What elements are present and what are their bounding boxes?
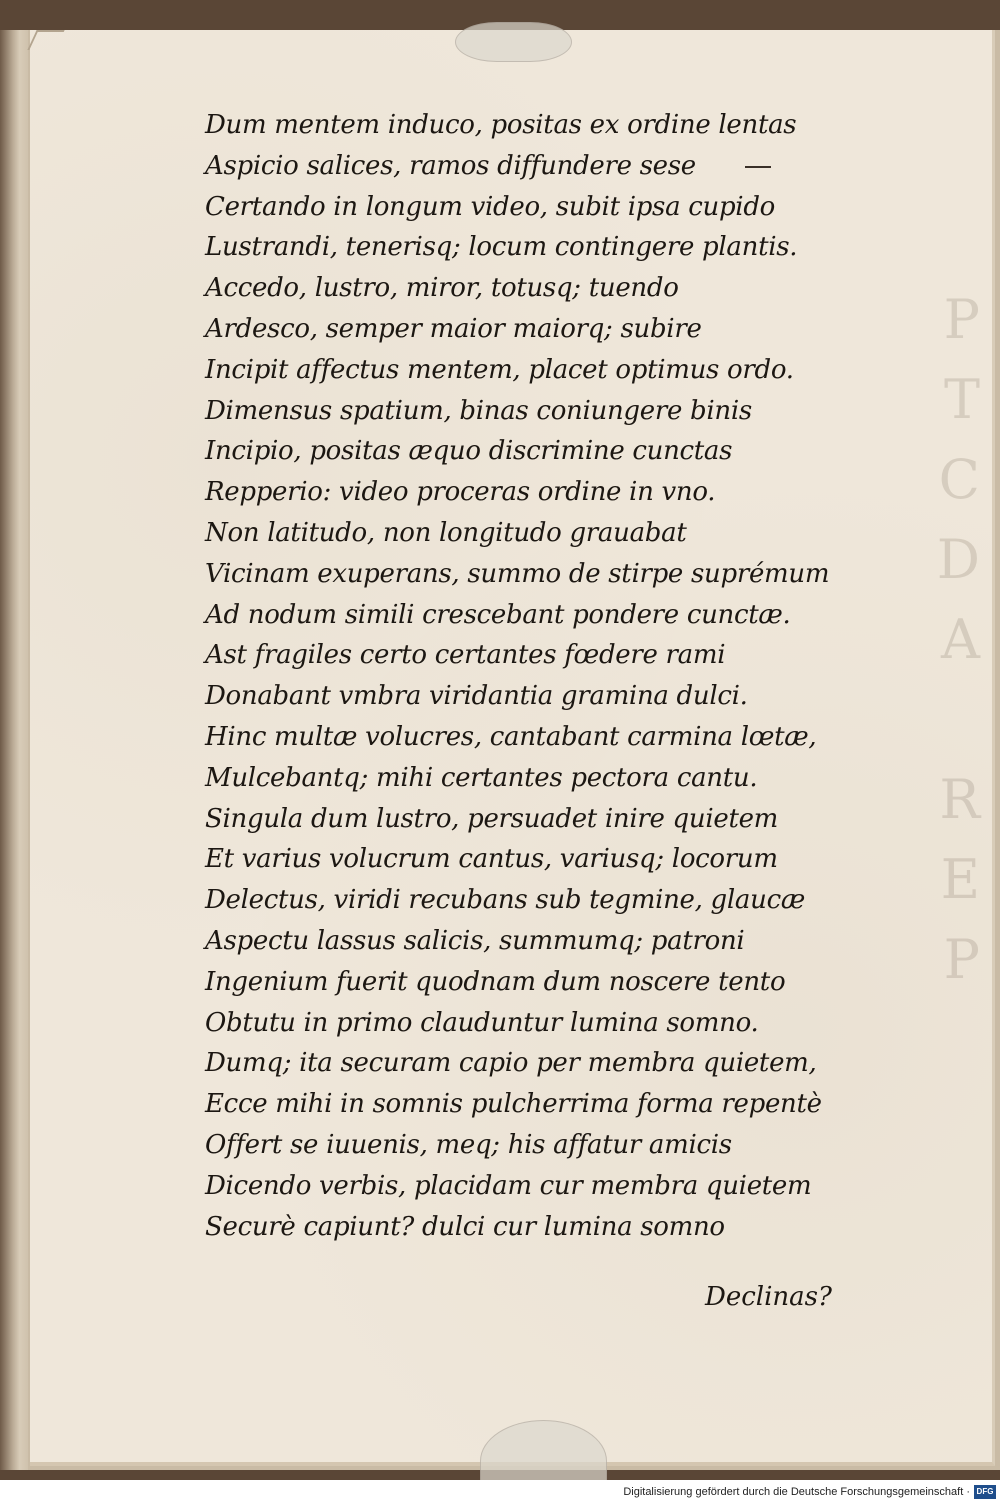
poem-text bbox=[205, 105, 845, 1247]
verse-line: Ardesco, semper maior maiorq; subire bbox=[205, 313, 702, 344]
verse-line: Lustrandi, tenerisq; locum contingere plantis. bbox=[205, 232, 798, 263]
verse-line: Offert se iuuenis, meq; his affatur amicis bbox=[205, 1129, 732, 1160]
verse-line: Mulcebantq; mihi certantes pectora cantu. bbox=[205, 762, 758, 793]
bleed-through: P T C D A R E P bbox=[936, 288, 980, 991]
verse-line: Dimensus spatium, binas coniungere binis bbox=[205, 395, 752, 426]
verse-line: Vicinam exuperans, summo de stirpe suprémum bbox=[205, 558, 830, 589]
verse-line: Securè capiunt? dulci cur lumina somno bbox=[205, 1211, 725, 1242]
verse-line: Dumq; ita securam capio per membra quietem, bbox=[205, 1048, 817, 1079]
dfg-logo: DFG bbox=[974, 1485, 996, 1499]
catchword: Declinas? bbox=[705, 1282, 832, 1312]
verse-line: Aspicio salices, ramos diffundere sese bbox=[205, 150, 696, 181]
verse-line: Hinc multæ volucres, cantabant carmina lœtæ, bbox=[205, 721, 817, 752]
verse-line: Ast fragiles certo certantes fœdere rami bbox=[205, 640, 726, 671]
verse-line: Dum mentem induco, positas ex ordine lentas bbox=[205, 110, 797, 140]
verse-line: Aspectu lassus salicis, summumq; patroni bbox=[205, 925, 745, 956]
verse-line: Obtutu in primo clauduntur lumina somno. bbox=[205, 1007, 759, 1038]
verse-line: Accedo, lustro, miror, totusq; tuendo bbox=[205, 273, 679, 304]
verse-line: Repperio: video proceras ordine in vno. bbox=[205, 477, 716, 508]
holder-clip-top bbox=[455, 22, 572, 62]
verse-line: Delectus, viridi recubans sub tegmine, glaucæ bbox=[205, 885, 805, 916]
verse-line: Donabant vmbra viridantia gramina dulci. bbox=[205, 681, 748, 712]
verse-line: Ingenium fuerit quodnam dum noscere tento bbox=[205, 966, 786, 997]
verse-line: Incipit affectus mentem, placet optimus ordo. bbox=[205, 354, 794, 385]
verse-line: Ad nodum simili crescebant pondere cunctæ. bbox=[205, 599, 791, 630]
verse-line: Singula dum lustro, persuadet inire quietem bbox=[205, 803, 779, 834]
verse-line: Dicendo verbis, placidam cur membra quietem bbox=[205, 1170, 812, 1201]
verse-line: Non latitudo, non longitudo grauabat bbox=[205, 517, 687, 548]
verse-line: Et varius volucrum cantus, variusq; locorum bbox=[205, 844, 778, 875]
verse-line: Ecce mihi in somnis pulcherrima forma repentè bbox=[205, 1089, 822, 1120]
book-edge bbox=[0, 30, 28, 1470]
funding-credit: Digitalisierung gefördert durch die Deutsche Forschungsgemeinschaft · bbox=[623, 1486, 970, 1498]
verse-line: Certando in longum video, subit ipsa cupido bbox=[205, 191, 776, 222]
verse-line: Incipio, positas æquo discrimine cunctas bbox=[205, 436, 733, 467]
